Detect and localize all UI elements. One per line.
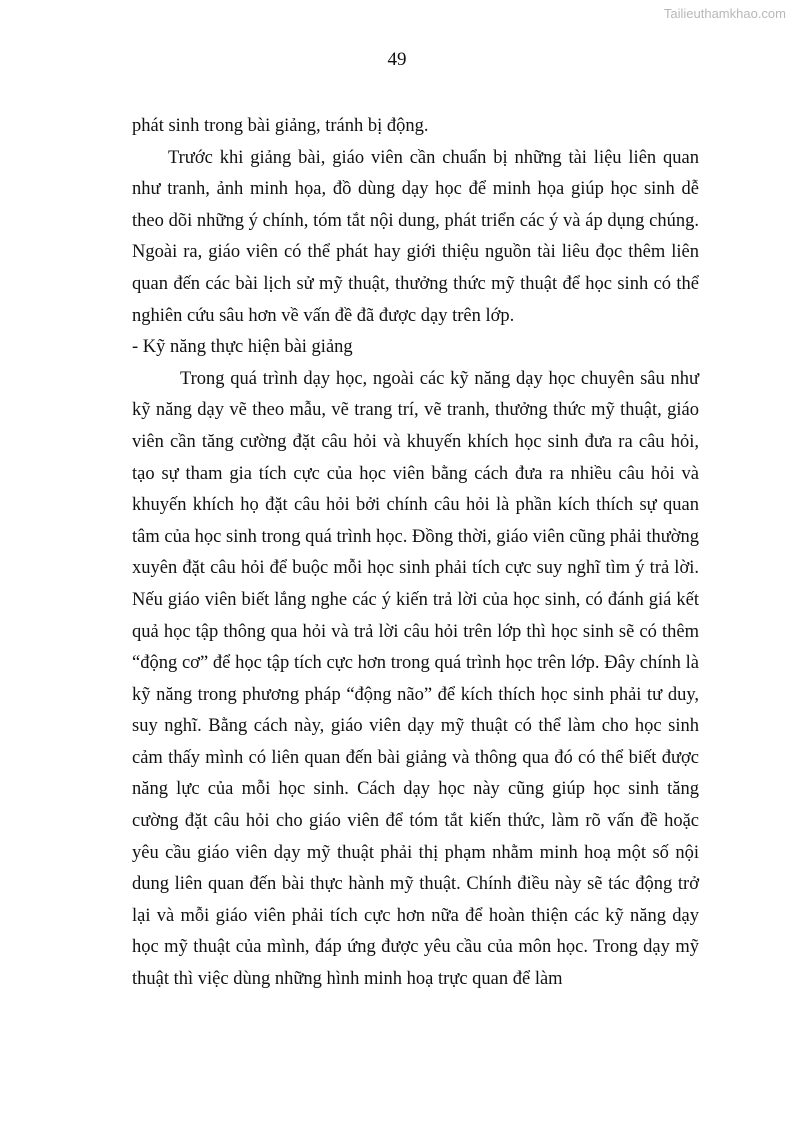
paragraph-continuation: phát sinh trong bài giảng, tránh bị động. xyxy=(132,116,429,136)
paragraph-teaching-skills: Trong quá trình dạy học, ngoài các kỹ năng dạy học chuyên sâu như kỹ năng dạy vẽ theo mẫu, vẽ trang trí, vẽ tranh, thưởng thức mỹ thuật, giáo viên cần tăng cường đặt câu hỏi và khuyến khích học sinh đưa ra câu hỏi, tạo sự tham gia tích cực của học viên bằng cách đưa ra nhiều câu hỏi và khuyến khích họ đặt câu hỏi bởi chính câu hỏi là phần kích thích sự quan tâm của học sinh trong quá trình học. Đồng thời, giáo viên cũng phải thường xuyên đặt câu hỏi để buộc mỗi học sinh phải tích cực suy nghĩ tìm ý trả lời. Nếu giáo viên biết lắng nghe các ý kiến trả lời của học sinh, có đánh giá kết quả học tập thông qua hỏi và trả lời câu hỏi trên lớp thì học sinh sẽ có thêm “động cơ” để học tập tích cực hơn trong quá trình học trên lớp. Đây chính là kỹ năng trong phương pháp “động não” để kích thích học sinh phải tư duy, suy nghĩ. Bằng cách này, giáo viên dạy mỹ thuật có thể làm cho học sinh cảm thấy mình có liên quan đến bài giảng và thông qua đó có thể biết được năng lực của mỗi học sinh. Cách dạy học này cũng giúp học sinh tăng cường đặt câu hỏi cho giáo viên để tóm tắt kiến thức, làm rõ vấn đề hoặc yêu cầu giáo viên dạy mỹ thuật phải thị phạm nhằm minh hoạ một số nội dung liên quan đến bài thực hành mỹ thuật. Chính điều này sẽ tác động trở lại và mỗi giáo viên phải tích cực hơn nữa để hoàn thiện các kỹ năng dạy học mỹ thuật của mình, đáp ứng được yêu cầu của môn học. Trong dạy mỹ thuật thì việc dùng những hình minh hoạ trực quan để làm xyxy=(132,368,700,990)
document-body xyxy=(132,111,699,996)
section-heading: - Kỹ năng thực hiện bài giảng xyxy=(132,337,353,358)
watermark-text: Tailieuthamkhao.com xyxy=(663,6,786,21)
page-number: 49 xyxy=(387,49,407,70)
paragraph-preparation: Trước khi giảng bài, giáo viên cần chuẩn bị những tài liệu liên quan như tranh, ảnh minh họa, đồ dùng dạy học để minh họa giúp học sinh dễ theo dõi những ý chính, tóm tắt nội dung, phát triển các ý và áp dụng chúng. Ngoài ra, giáo viên có thể phát hay giới thiệu nguồn tài liêu đọc thêm liên quan đến các bài lịch sử mỹ thuật, thưởng thức mỹ thuật để học sinh có thể nghiên cứu sâu hơn về vấn đề đã được dạy trên lớp. xyxy=(132,147,699,326)
